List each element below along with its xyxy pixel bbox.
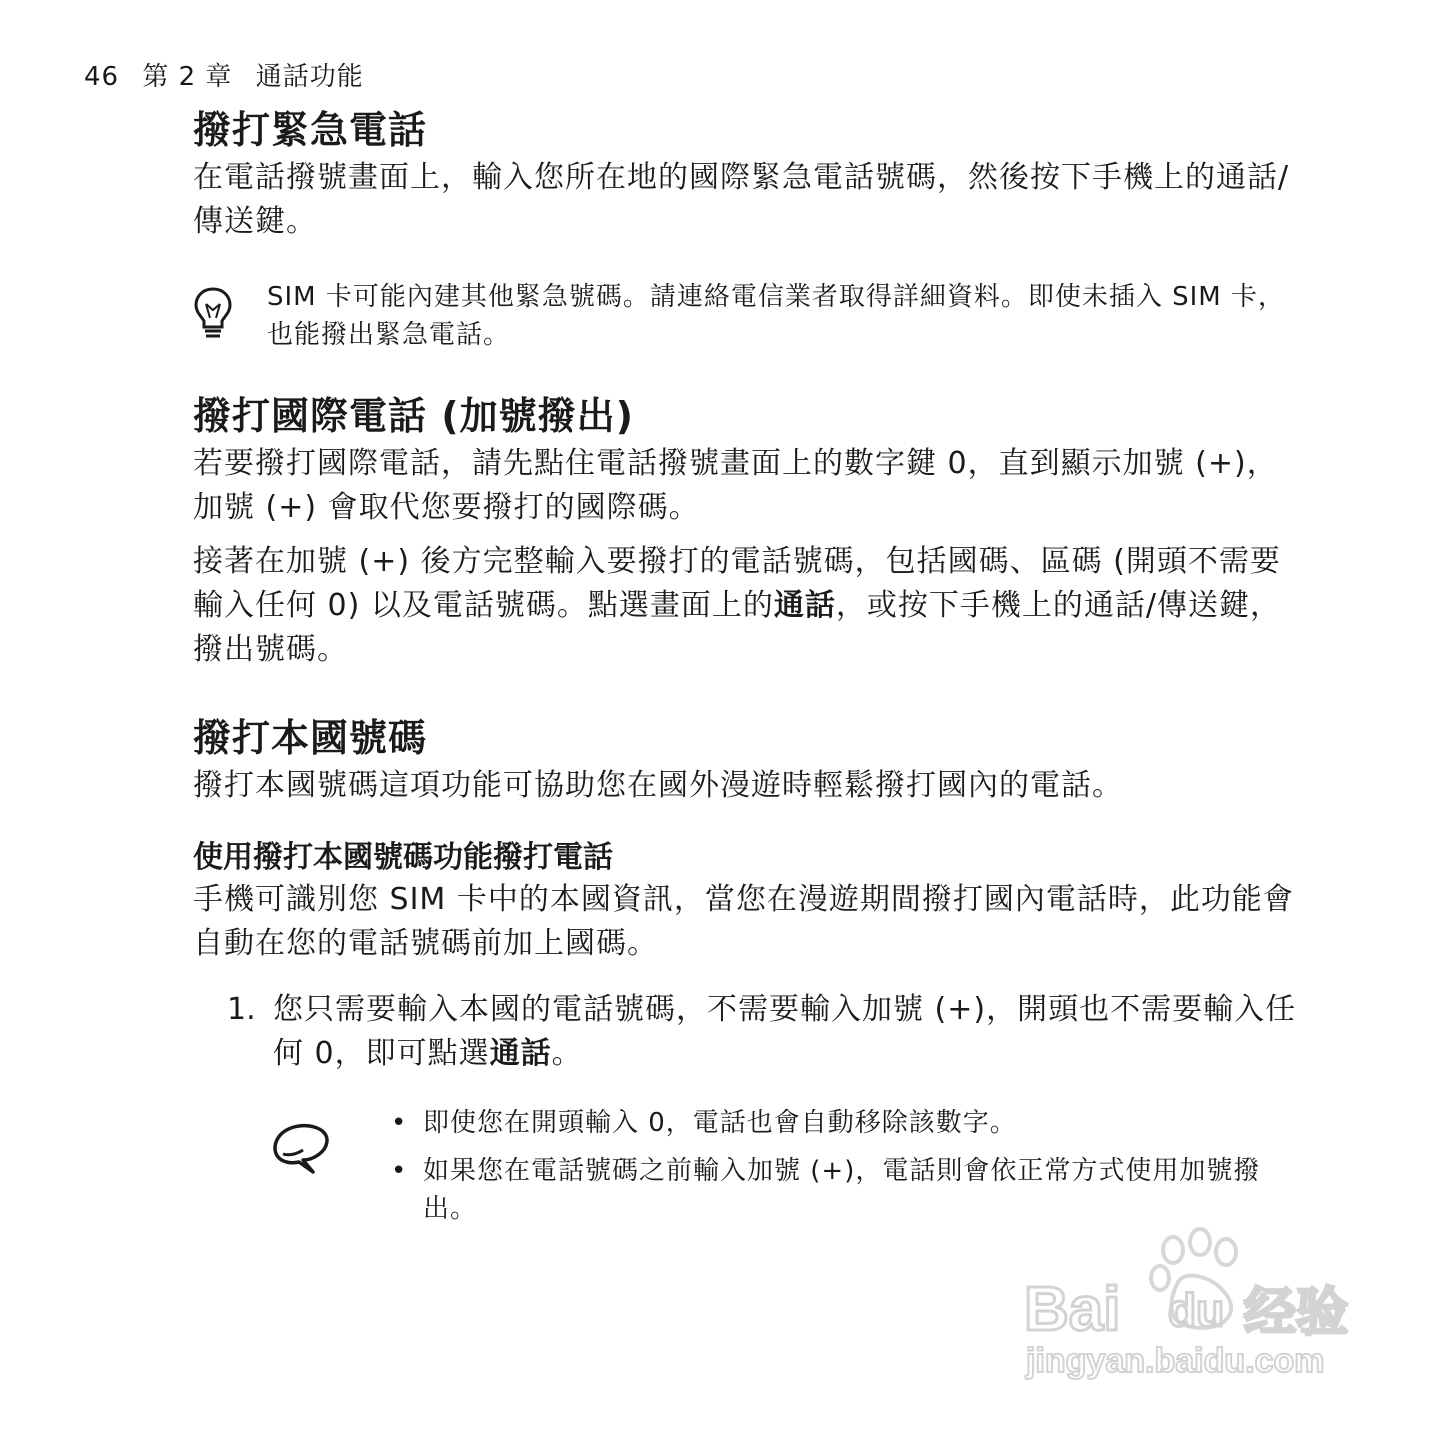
lightbulb-icon — [193, 286, 233, 342]
chapter-title: 通話功能 — [255, 62, 364, 92]
step-text — [273, 988, 1308, 1076]
page-number: 46 — [84, 62, 120, 92]
call-keyword: 通話 — [489, 1036, 552, 1071]
call-keyword: 通話 — [773, 588, 836, 623]
step-item — [193, 988, 1308, 1076]
watermark-brand-suffix: 经验 — [1244, 1283, 1349, 1343]
note-list — [423, 1104, 1308, 1228]
text-run: 接著在加號 (+) 後方完整輸入要撥打的電話號碼，包括國碼、區碼 (開頭不需要輸入任何 0) 以及電話號碼。點選畫面上的 — [193, 544, 1281, 623]
section-body-home-dialing: 撥打本國號碼這項功能可協助您在國外漫遊時輕鬆撥打國內的電話。 — [193, 768, 1123, 803]
section-body-international-1: 若要撥打國際電話，請先點住電話撥號畫面上的數字鍵 0，直到顯示加號 (+)，加號 (+) 會取代您要撥打的國際碼。 — [193, 446, 1278, 525]
text-run: 。 — [551, 1036, 583, 1071]
watermark-brand-a: Bai — [1024, 1275, 1121, 1344]
tip-box — [193, 278, 1308, 354]
section-heading-home-dialing: 撥打本國號碼 — [193, 716, 428, 760]
text-run: ，或按下手機上的通話/傳送鍵，撥出號碼。 — [193, 588, 1281, 667]
note-item: • 即使您在開頭輸入 0，電話也會自動移除該數字。 — [423, 1104, 1308, 1142]
step-number: 1. — [227, 992, 256, 1027]
page-content — [193, 104, 1308, 1238]
text-run: 您只需要輸入本國的電話號碼，不需要輸入加號 (+)，開頭也不需要輸入任何 0，即可點選 — [273, 992, 1297, 1071]
baidu-watermark — [1018, 1222, 1358, 1392]
running-head — [84, 56, 378, 93]
sub-body-home-dialing: 手機可識別您 SIM 卡中的本國資訊，當您在漫遊期間撥打國內電話時，此功能會自動在您的電話號碼前加上國碼。 — [193, 882, 1294, 961]
watermark-brand-b: du — [1168, 1284, 1225, 1336]
section-heading-international: 撥打國際電話 (加號撥出) — [193, 394, 634, 438]
section-heading-emergency: 撥打緊急電話 — [193, 108, 428, 152]
subheading-use-home-dialing: 使用撥打本國號碼功能撥打電話 — [193, 840, 613, 875]
watermark-url: jingyan.baidu.com — [1026, 1342, 1325, 1380]
chapter-label: 第 2 章 — [142, 62, 233, 92]
section-body-international-2 — [193, 540, 1308, 672]
section-body-emergency: 在電話撥號畫面上，輸入您所在地的國際緊急電話號碼，然後按下手機上的通話/傳送鍵。 — [193, 160, 1290, 239]
tip-text: SIM 卡可能內建其他緊急號碼。請連絡電信業者取得詳細資料。即使未插入 SIM 卡，也能撥出緊急電話。 — [267, 282, 1286, 350]
note-box — [193, 1104, 1308, 1228]
note-item: • 如果您在電話號碼之前輸入加號 (+)，電話則會依正常方式使用加號撥出。 — [423, 1152, 1308, 1228]
speech-bubble-note-icon — [269, 1122, 333, 1176]
